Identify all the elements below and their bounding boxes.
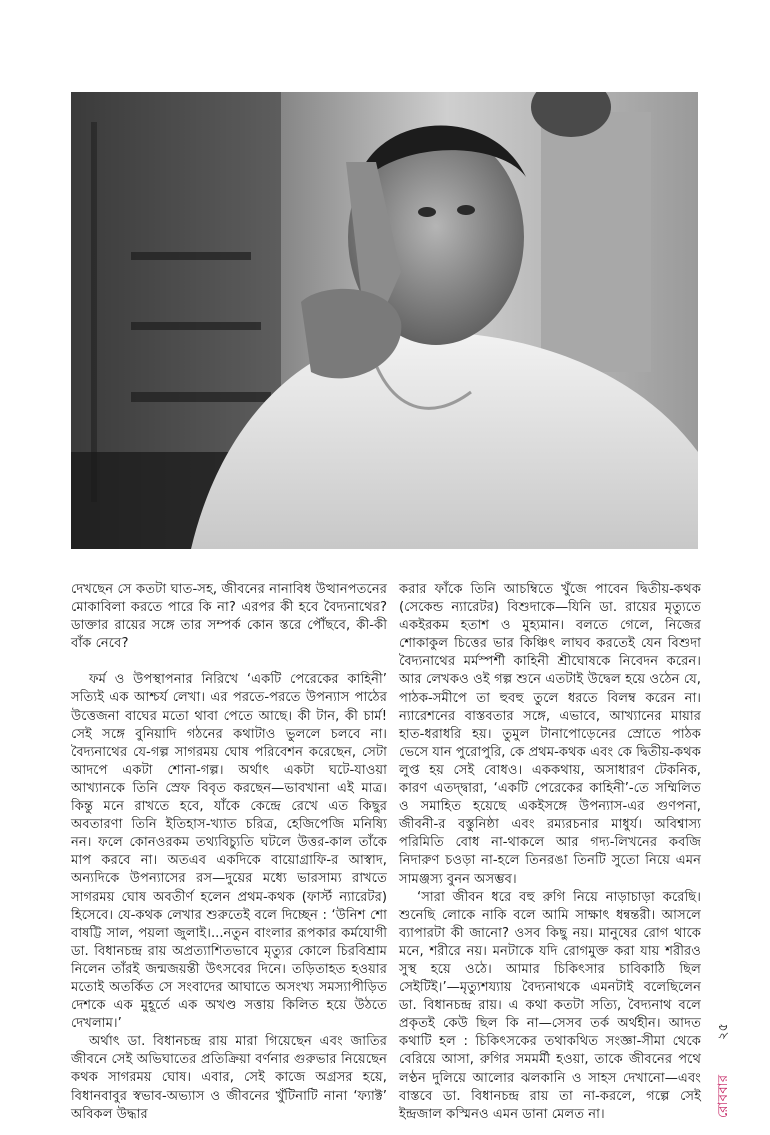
paragraph: করার ফাঁকে তিনি আচম্বিতে খুঁজে পাবেন দ্বিতীয়-কথক (সেকেন্ড ন্যারেটর) বিশুদাকে—যিনি ডা. রায়ের মৃত্যুতে একইরকম হতাশ ও মুহ্যমান। বলতে গেলে, নিজের শোকাকুল চিত্তের ভার কিঞ্চিৎ লাঘব করতেই যেন বিশুদা বৈদ্যনাথের মর্মস্পর্শী কাহিনী শ্রীঘোষকে নিবেদন করেন। আর লেখকও ওই গল্প শুনে এতটাই উদ্বেল হয়ে ওঠেন যে, পাঠক-সমীপে তা হুবহু তুলে ধরতে বিলম্ব করেন না। ন্যারেশনের বাস্তবতার সঙ্গে, এভাবে, আখ্যানের মায়ার হাত-ধরাধরি হয়। তুমুল টানাপোড়েনের স্রোতে পাঠক ভেসে যান পুরোপুরি, কে প্রথম-কথক এবং কে দ্বিতীয়-কথক লুপ্ত হয় সেই বোধও। এককথায়, অসাধারণ টেকনিক, কারণ এতদ্দ্বারা, ‘একটি পেরেকের কাহিনী’-তে সম্মিলিত ও সমাহিত হয়েছে একইসঙ্গে উপন্যাস-এর গুণপনা, জীবনী-র বস্তুনিষ্ঠা এবং রম্যরচনার মাধুর্য। অবিশ্বাস্য পরিমিতি বোধ না-থাকলে আর গদ্য-লিখনের কবজি নিদারুণ চওড়া না-হলে তিনরঙা তিনটি সুতো নিয়ে এমন সামঞ্জস্য বুনন অসম্ভব। bbox=[399, 582, 701, 887]
paragraph: ‘সারা জীবন ধরে বহু রুগি নিয়ে নাড়াচাড়া করেছি। শুনেছি লোকে নাকি বলে আমি সাক্ষাৎ ধন্বন্তরী। আসলে ব্যাপারটা কী জানো? ওসব কিছু নয়। মানুষের রোগ থাকে মনে, শরীরে নয়। মনটাকে যদি রোগমুক্ত করা যায় শরীরও সুস্থ হয়ে ওঠে। আমার চিকিৎসার চাবিকাঠি ছিল সেইটিই।’—মৃত্যুশয্যায় বৈদ্যনাথকে এমনটাই বলেছিলেন ডা. বিধানচন্দ্র রায়। এ কথা কতটা সত্যি, বৈদ্যনাথ বলে প্রকৃতই কেউ ছিল কি না—সেসব তর্ক অর্থহীন। আদত কথাটি হল : চিকিৎসকের তথাকথিত সংজ্ঞা-সীমা থেকে বেরিয়ে আসা, রুগির সমমর্মী হওয়া, তাকে জীবনের পথে লণ্ঠন দুলিয়ে আলোর ঝলকানি ও সাহস দেখানো—এবং বাস্তবে ডা. বিধানচন্দ্র রায় তা না-করলে, গল্পে সেই ইন্দ্রজাল কস্মিনও এমন ডানা মেলত না। bbox=[399, 889, 701, 1122]
article-column-right bbox=[399, 581, 701, 1124]
page-number: ২৫ bbox=[716, 1023, 731, 1040]
page-folio bbox=[712, 1018, 732, 1118]
article-column-left bbox=[71, 581, 387, 1124]
article-photo bbox=[71, 92, 698, 549]
photo-portrait-icon bbox=[71, 92, 698, 549]
paragraph: দেখছেন সে কতটা ঘাত-সহ, জীবনের নানাবিধ উত্থানপতনের মোকাবিলা করতে পারে কি না? এরপর কী হবে বৈদ্যনাথের? ডাক্তার রায়ের সঙ্গে তার সম্পর্ক কোন স্তরে পৌঁছবে, কী-কী বাঁক নেবে? bbox=[71, 582, 387, 652]
magazine-name: রোববার bbox=[716, 1074, 731, 1118]
paragraph: ফর্ম ও উপস্থাপনার নিরিখে ‘একটি পেরেকের কাহিনী’ সত্যিই এক আশ্চর্য লেখা। এর পরতে-পরতে উপন্যাস পাঠের উত্তেজনা বাঘের মতো থাবা পেতে আছে। কী টান, কী চার্ম! সেই সঙ্গে বুনিয়াদি গঠনের কথাটাও ভুললে চলবে না। বৈদ্যনাথের যে-গল্প সাগরময় ঘোষ পরিবেশন করেছেন, সেটা আদপে একটা শোনা-গল্প। অর্থাৎ একটা ঘটে-যাওয়া আখ্যানকে তিনি স্রেফ বিবৃত করছেন—ভাবখানা এই মাত্র। কিন্তু মনে রাখতে হবে, যাঁকে কেন্দ্রে রেখে এত কিছুর অবতারণা তিনি ইতিহাস-খ্যাত চরিত্র, হেজিপেজি মনিষ্যি নন। ফলে কোনওরকম তথ্যবিচ্যুতি ঘটলে উত্তর-কাল তাঁকে মাপ করবে না। অতএব একদিকে বায়োগ্রাফি-র আস্বাদ, অন্যদিকে উপন্যাসের রস—দুয়ের মধ্যে ভারসাম্য রাখতে সাগরময় ঘোষ অবতীর্ণ হলেন প্রথম-কথক (ফার্স্ট ন্যারেটর) হিসেবে। যে-কথক লেখার শুরুতেই বলে দিচ্ছেন : ‘উনিশ শো বাষট্টি সাল, পয়লা জুলাই।...নতুন বাংলার রূপকার কর্মযোগী ডা. বিধানচন্দ্র রায় অপ্রত্যাশিতভাবে মৃত্যুর কোলে চিরবিশ্রাম নিলেন তাঁরই জন্মজয়ন্তী উৎসবের দিনে। তড়িতাহত হওয়ার মতোই অতর্কিত সে সংবাদের আঘাতে অসংখ্য সমস্যাপীড়িত দেশকে এক মুহূর্তে এক অখণ্ড সত্তায় কিলিত হয়ে উঠতে দেখলাম।’ bbox=[71, 672, 387, 1032]
paragraph: অর্থাৎ ডা. বিধানচন্দ্র রায় মারা গিয়েছেন এবং জাতির জীবনে সেই অভিঘাতের প্রতিক্রিয়া বর্ণনার গুরুভার নিয়েছেন কথক সাগরময় ঘোষ। এবার, সেই কাজে অগ্রসর হয়ে, বিধানবাবুর স্বভাব-অভ্যাস ও জীবনের খুঁটিনাটি নানা ‘ফ্যাক্ট’ অবিকল উদ্ধার bbox=[71, 1034, 387, 1122]
